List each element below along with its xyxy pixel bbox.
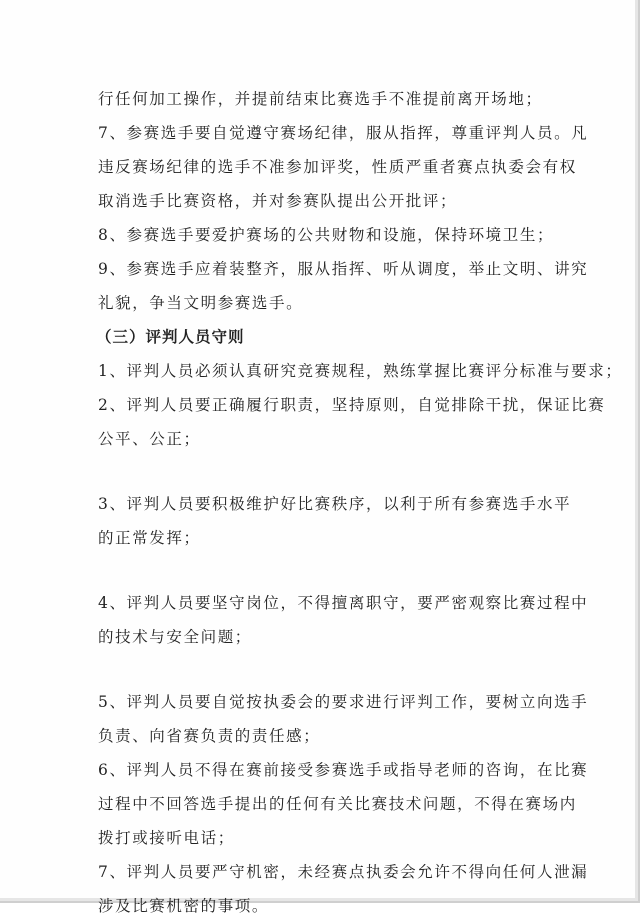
text-line: 7、参赛选手要自觉遵守赛场纪律，服从指挥，尊重评判人员。凡 [98, 124, 589, 142]
rule-6-line-2: 过程中不回答选手提出的任何有关比赛技术问题，不得在赛场内 [98, 795, 577, 813]
rule-5-line-2: 负责、向省赛负责的责任感； [98, 727, 321, 745]
text-line: 违反赛场纪律的选手不准参加评奖，性质严重者赛点执委会有权 [98, 158, 577, 176]
rule-4-line-2: 的技术与安全问题； [98, 628, 252, 646]
rule-6-line-1: 6、评判人员不得在赛前接受参赛选手或指导老师的咨询，在比赛 [98, 761, 589, 779]
rule-2-line-1: 2、评判人员要正确履行职责，坚持原则，自觉排除干扰，保证比赛 [98, 396, 606, 414]
rule-6-line-3: 拨打或接听电话； [98, 829, 235, 847]
rule-5-line-1: 5、评判人员要自觉按执委会的要求进行评判工作，要树立向选手 [98, 693, 589, 711]
rule-7-line-1: 7、评判人员要严守机密，未经赛点执委会允许不得向任何人泄漏 [98, 863, 589, 881]
rule-7-line-2: 涉及比赛机密的事项。 [98, 897, 270, 915]
rule-3-line-2: 的正常发挥； [98, 529, 201, 547]
rule-3-line-1: 3、评判人员要积极维护好比赛秩序，以利于所有参赛选手水平 [98, 495, 572, 513]
text-line: 行任何加工操作，并提前结束比赛选手不准提前离开场地； [98, 90, 543, 108]
rule-4-line-1: 4、评判人员要坚守岗位，不得擅离职守，要严密观察比赛过程中 [98, 594, 589, 612]
text-line: 9、参赛选手应着装整齐，服从指挥、听从调度，举止文明、讲究 [98, 260, 589, 278]
rule-1-line-1: 1、评判人员必须认真研究竞赛规程，熟练掌握比赛评分标准与要求； [98, 362, 623, 380]
section-heading: （三）评判人员守则 [96, 327, 245, 346]
text-line: 礼貌，争当文明参赛选手。 [98, 294, 304, 312]
rule-2-line-2: 公平、公正； [98, 430, 201, 448]
document-body [96, 82, 623, 923]
text-line: 8、参赛选手要爱护赛场的公共财物和设施，保持环境卫生； [98, 226, 555, 244]
text-line: 取消选手比赛资格，并对参赛队提出公开批评； [98, 192, 458, 210]
